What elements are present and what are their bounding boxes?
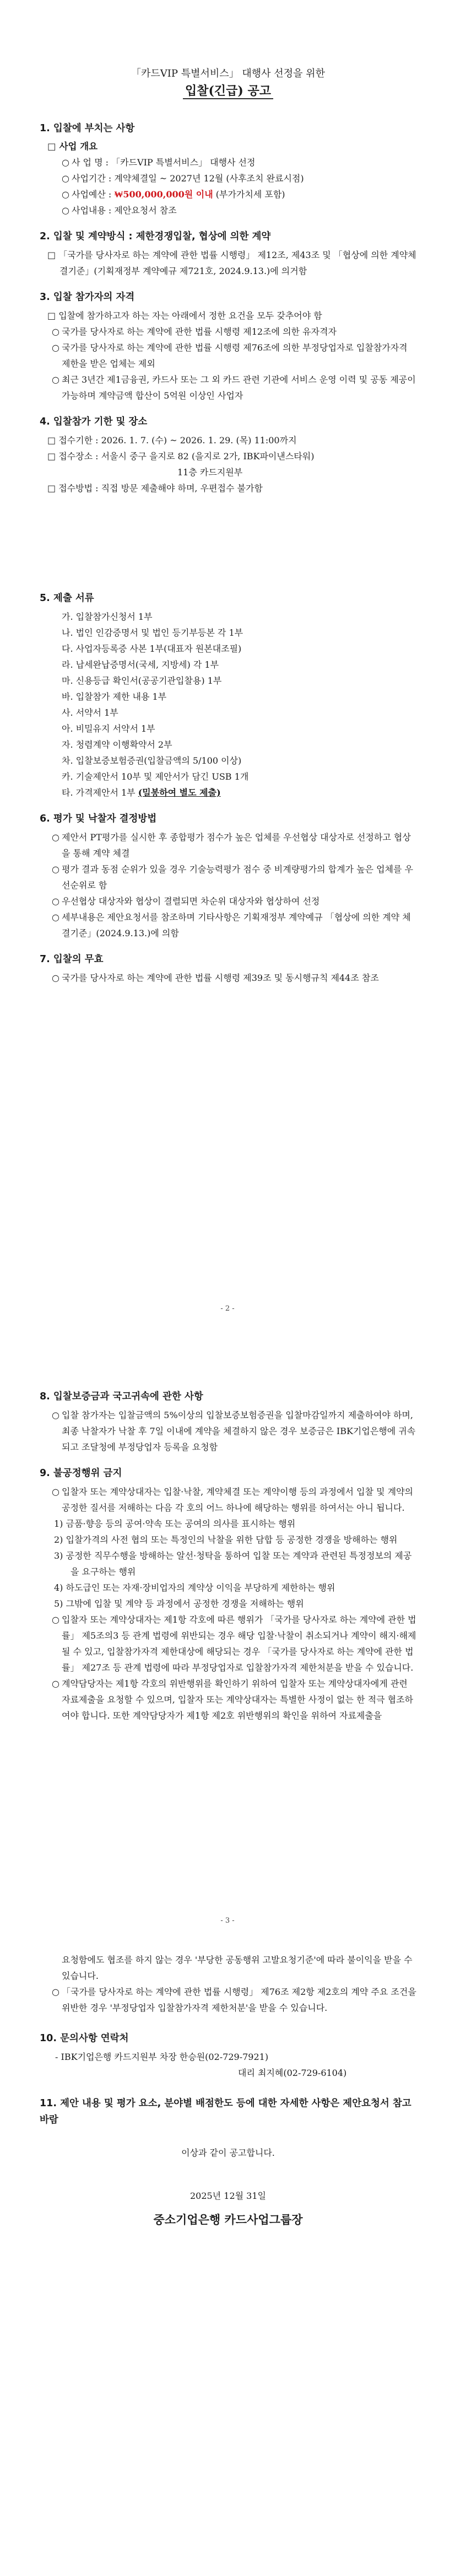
list-item: 아. 비밀유지 서약서 1부 bbox=[62, 723, 155, 734]
list-item: □ 접수방법 : 직접 방문 제출해야 하며, 우편접수 불가함 bbox=[47, 483, 263, 493]
page-number: - 2 - bbox=[220, 1305, 235, 1313]
subheading-text: 사업 개요 bbox=[59, 141, 98, 152]
section-8 bbox=[40, 1388, 416, 1455]
section-1-heading: 1. 입찰에 부치는 사항 bbox=[40, 123, 135, 134]
circle-bullet-icon: ○ bbox=[52, 1987, 59, 1997]
list-item: ○ 평가 결과 동점 순위가 있을 경우 기술능력평가 점수 중 비계량평가의 합계가 높은 업체를 우선순위로 함 bbox=[40, 861, 416, 893]
list-item: ○ 국가를 당사자로 하는 계약에 관한 법률 시행령 제39조 및 동시행규칙 제44조 참조 bbox=[40, 970, 416, 986]
section-9 bbox=[40, 1465, 416, 1724]
circle-bullet-icon: ○ bbox=[62, 189, 69, 200]
list-item: ○ 계약담당자는 제1항 각호의 위반행위를 확인하기 위하여 입찰자 또는 계약상대자에게 관련 자료제출을 요청할 수 있으며, 입찰자 또는 계약상대자는 특별한 사정이 없는 한 적극 협조하여야 합니다. 또한 계약담당자가 제1항 제2호 위반행위의 확인을 위하여 자료제출을 bbox=[40, 1676, 416, 1724]
list-item: 사. 서약서 1부 bbox=[62, 707, 118, 718]
list-item: ○ 국가를 당사자로 하는 계약에 관한 법률 시행령 제76조에 의한 부정당업자로 입찰참가자격 제한을 받은 업체는 제외 bbox=[40, 340, 416, 372]
budget-amount: ₩500,000,000원 이내 bbox=[114, 189, 213, 200]
section-5-heading: 5. 제출 서류 bbox=[40, 593, 94, 604]
list-item: 가. 입찰참가신청서 1부 bbox=[62, 611, 153, 622]
list-item: □ 「국가를 당사자로 하는 계약에 관한 법률 시행령」 제12조, 제43조 및 「협상에 의한 계약체결기준」(기획재정부 계약예규 제721호, 2024.9.13.)에 의거함 bbox=[47, 250, 416, 276]
section-4 bbox=[40, 414, 416, 496]
list-item: ○ 세부내용은 제안요청서를 참조하며 기타사항은 기획재정부 계약예규 「협상에 의한 계약 체결기준」(2024.9.13.)에 의함 bbox=[40, 909, 416, 941]
list-item: 차. 입찰보증보험증권(입찰금액의 5/100 이상) bbox=[62, 755, 242, 766]
list-item: □ 접수기한 : 2026. 1. 7. (수) ~ 2026. 1. 29. (목) 11:00까지 bbox=[47, 435, 297, 446]
circle-bullet-icon: ○ bbox=[52, 864, 59, 874]
notice-date: 2025년 12월 31일 bbox=[190, 2191, 266, 2201]
section-7 bbox=[40, 951, 416, 986]
place-continuation: 11층 카드지원부 bbox=[177, 467, 243, 477]
page-3 bbox=[0, 1952, 455, 2230]
checkbox-square-icon: □ bbox=[47, 435, 59, 446]
section-7-heading: 7. 입찰의 무효 bbox=[40, 954, 104, 965]
section-8-heading: 8. 입찰보증금과 국고귀속에 관한 사항 bbox=[40, 1391, 203, 1402]
circle-bullet-icon: ○ bbox=[52, 973, 59, 983]
budget-item: ○ 사업예산 : ₩500,000,000원 이내 (부가가치세 포함) bbox=[40, 186, 416, 202]
circle-bullet-icon: ○ bbox=[52, 1614, 59, 1625]
section-2-heading: 2. 입찰 및 계약방식 : 제한경쟁입찰, 협상에 의한 계약 bbox=[40, 231, 271, 242]
list-item: 다. 사업자등록증 사본 1부(대표자 원본대조필) bbox=[62, 643, 242, 654]
checkbox-square-icon: □ bbox=[47, 451, 59, 461]
notice-subtitle: 「카드VIP 특별서비스」 대행사 선정을 위한 bbox=[131, 68, 325, 79]
continued-text: 요청함에도 협조를 하지 않는 경우 '부당한 공동행위 고발요청기준'에 따라 불이익을 받을 수 있습니다. bbox=[62, 1955, 413, 1981]
list-item: 나. 법인 인감증명서 및 법인 등기부등본 각 1부 bbox=[62, 627, 243, 638]
circle-bullet-icon: ○ bbox=[62, 157, 69, 168]
section-10-heading: 10. 문의사항 연락처 bbox=[40, 2033, 129, 2044]
list-item: ○ 입찰 참가자는 입찰금액의 5%이상의 입찰보증보험증권을 입찰마감일까지 제출하여야 하며, 최종 낙찰자가 낙찰 후 7일 이내에 계약을 체결하지 않은 경우 보증금은 IBK기업은행에 귀속되고 조달청에 부정당업자 등록을 요청함 bbox=[40, 1407, 416, 1455]
section-6-heading: 6. 평가 및 낙찰자 결정방법 bbox=[40, 813, 157, 824]
section-4-heading: 4. 입찰참가 기한 및 장소 bbox=[40, 416, 148, 427]
circle-bullet-icon: ○ bbox=[52, 374, 59, 385]
page-number: - 3 - bbox=[220, 1917, 235, 1925]
list-item: ○ 사업기간 : 계약체결일 ~ 2027년 12월 (사후조치 완료시점) bbox=[40, 170, 416, 186]
numbered-item: 2) 입찰가격의 사전 협의 또는 특정인의 낙찰을 위한 담합 등 공정한 경쟁을 방해하는 행위 bbox=[54, 1534, 398, 1545]
section-1 bbox=[40, 120, 416, 218]
circle-bullet-icon: ○ bbox=[52, 832, 59, 842]
list-item: 자. 청렴계약 이행확약서 2부 bbox=[62, 739, 172, 750]
list-item: 카. 기술제안서 10부 및 제안서가 담긴 USB 1개 bbox=[62, 771, 249, 782]
checkbox-square-icon: □ bbox=[47, 310, 59, 321]
list-item: □ 입찰에 참가하고자 하는 자는 아래에서 정한 요건을 모두 갖추어야 함 bbox=[47, 310, 322, 321]
section-3-heading: 3. 입찰 참가자의 자격 bbox=[40, 292, 135, 303]
section-6 bbox=[40, 811, 416, 941]
circle-bullet-icon: ○ bbox=[52, 1486, 59, 1497]
numbered-item: 5) 그밖에 입찰 및 계약 등 과정에서 공정한 경쟁을 저해하는 행위 bbox=[54, 1598, 304, 1609]
contact-row: - IBK기업은행 카드지원부 차장 한승원(02-729-7921) bbox=[55, 2052, 269, 2062]
circle-bullet-icon: ○ bbox=[52, 1678, 59, 1689]
circle-bullet-icon: ○ bbox=[52, 342, 59, 353]
circle-bullet-icon: ○ bbox=[52, 1410, 59, 1420]
list-item: 타. 가격제안서 1부 (밀봉하여 별도 제출) bbox=[62, 787, 221, 798]
section-3 bbox=[40, 289, 416, 404]
list-item: 바. 입찰참가 제한 내용 1부 bbox=[62, 691, 167, 702]
list-item: 마. 신용등급 확인서(공공기관입찰용) 1부 bbox=[62, 675, 222, 686]
numbered-item: 3) 공정한 직무수행을 방해하는 알선·청탁을 통하여 입찰 또는 계약과 관련된 특정정보의 제공을 요구하는 행위 bbox=[54, 1550, 412, 1577]
list-item: 라. 납세완납증명서(국세, 지방세) 각 1부 bbox=[62, 659, 219, 670]
list-item: ○ 「국가를 당사자로 하는 계약에 관한 법률 시행령」 제76조 제2항 제2호의 계약 주요 조건을 위반한 경우 '부정당업자 입찰참가자격 제한처분'을 받을 수 있습니다. bbox=[40, 1984, 416, 2016]
checkbox-square-icon: □ bbox=[47, 250, 59, 260]
issuer-name: 중소기업은행 카드사업그룹장 bbox=[153, 2213, 303, 2226]
circle-bullet-icon: ○ bbox=[52, 912, 59, 922]
list-item: □ 접수장소 : 서울시 중구 을지로 82 (을지로 2가, IBK파이낸스타워) bbox=[47, 451, 315, 461]
section-2 bbox=[40, 228, 416, 279]
closing-text: 이상과 같이 공고합니다. bbox=[181, 2148, 275, 2158]
list-item: ○ 입찰자 또는 계약상대자는 제1항 각호에 따른 행위가 「국가를 당사자로 하는 계약에 관한 법률」 제5조의3 등 관계 법령에 위반되는 경우 해당 입찰·낙찰이 취소되거나 계약이 해지·해제될 수 있고, 입찰참가자격 제한대상에 해당되는 경우 「국가를 당사자로 하는 계약에 관한 법률」 제27조 등 관계 법령에 따라 부정당업자로 입찰참가자격 제한처분을 받을 수 있습니다. bbox=[40, 1612, 416, 1676]
circle-bullet-icon: ○ bbox=[62, 173, 69, 184]
section-10 bbox=[40, 2030, 416, 2081]
contact-row: 대리 최지혜(02-729-6104) bbox=[238, 2068, 347, 2078]
list-item: ○ 국가를 당사자로 하는 계약에 관한 법률 시행령 제12조에 의한 유자격자 bbox=[40, 324, 416, 340]
section-5 bbox=[40, 590, 416, 801]
list-item: ○ 우선협상 대상자와 협상이 결렬되면 차순위 대상자와 협상하여 선정 bbox=[40, 893, 416, 909]
sealed-note: (밀봉하여 별도 제출) bbox=[138, 787, 221, 798]
circle-bullet-icon: ○ bbox=[52, 326, 59, 337]
page-1 bbox=[0, 66, 455, 986]
section-9-heading: 9. 불공정행위 금지 bbox=[40, 1468, 122, 1479]
circle-bullet-icon: ○ bbox=[62, 205, 69, 216]
list-item: ○ 최근 3년간 제1금융권, 카드사 또는 그 외 카드 관련 기관에 서비스 운영 이력 및 공동 제공이 가능하며 계약금액 합산이 5억원 이상인 사업자 bbox=[40, 372, 416, 404]
numbered-item: 4) 하도급인 또는 자재·장비업자의 계약상 이익을 부당하게 제한하는 행위 bbox=[54, 1582, 335, 1593]
section-1-subheading bbox=[40, 139, 416, 154]
list-item: ○ 제안서 PT평가를 실시한 후 종합평가 점수가 높은 업체를 우선협상 대상자로 선정하고 협상을 통해 계약 체결 bbox=[40, 829, 416, 861]
notice-title bbox=[40, 82, 416, 100]
notice-title-text: 입찰(긴급) 공고 bbox=[183, 84, 273, 99]
numbered-item: 1) 금품·향응 등의 공여·약속 또는 공여의 의사를 표시하는 행위 bbox=[54, 1518, 296, 1529]
checkbox-square-icon: □ bbox=[47, 141, 56, 152]
list-item: ○ 사 업 명 : 「카드VIP 특별서비스」 대행사 선정 bbox=[40, 154, 416, 170]
list-item: ○ 입찰자 또는 계약상대자는 입찰·낙찰, 계약체결 또는 계약이행 등의 과정에서 입찰 및 계약의 공정한 질서를 저해하는 다음 각 호의 어느 하나에 해당하는 행위를 하여서는 아니 됩니다. bbox=[40, 1484, 416, 1516]
section-11-heading: 11. 제안 내용 및 평가 요소, 분야별 배점한도 등에 대한 자세한 사항은 제안요청서 참고 바람 bbox=[40, 2098, 411, 2126]
checkbox-square-icon: □ bbox=[47, 483, 59, 493]
circle-bullet-icon: ○ bbox=[52, 896, 59, 906]
list-item: ○ 사업내용 : 제안요청서 참조 bbox=[40, 202, 416, 218]
section-11 bbox=[40, 2095, 416, 2128]
page-2 bbox=[0, 1378, 455, 1724]
